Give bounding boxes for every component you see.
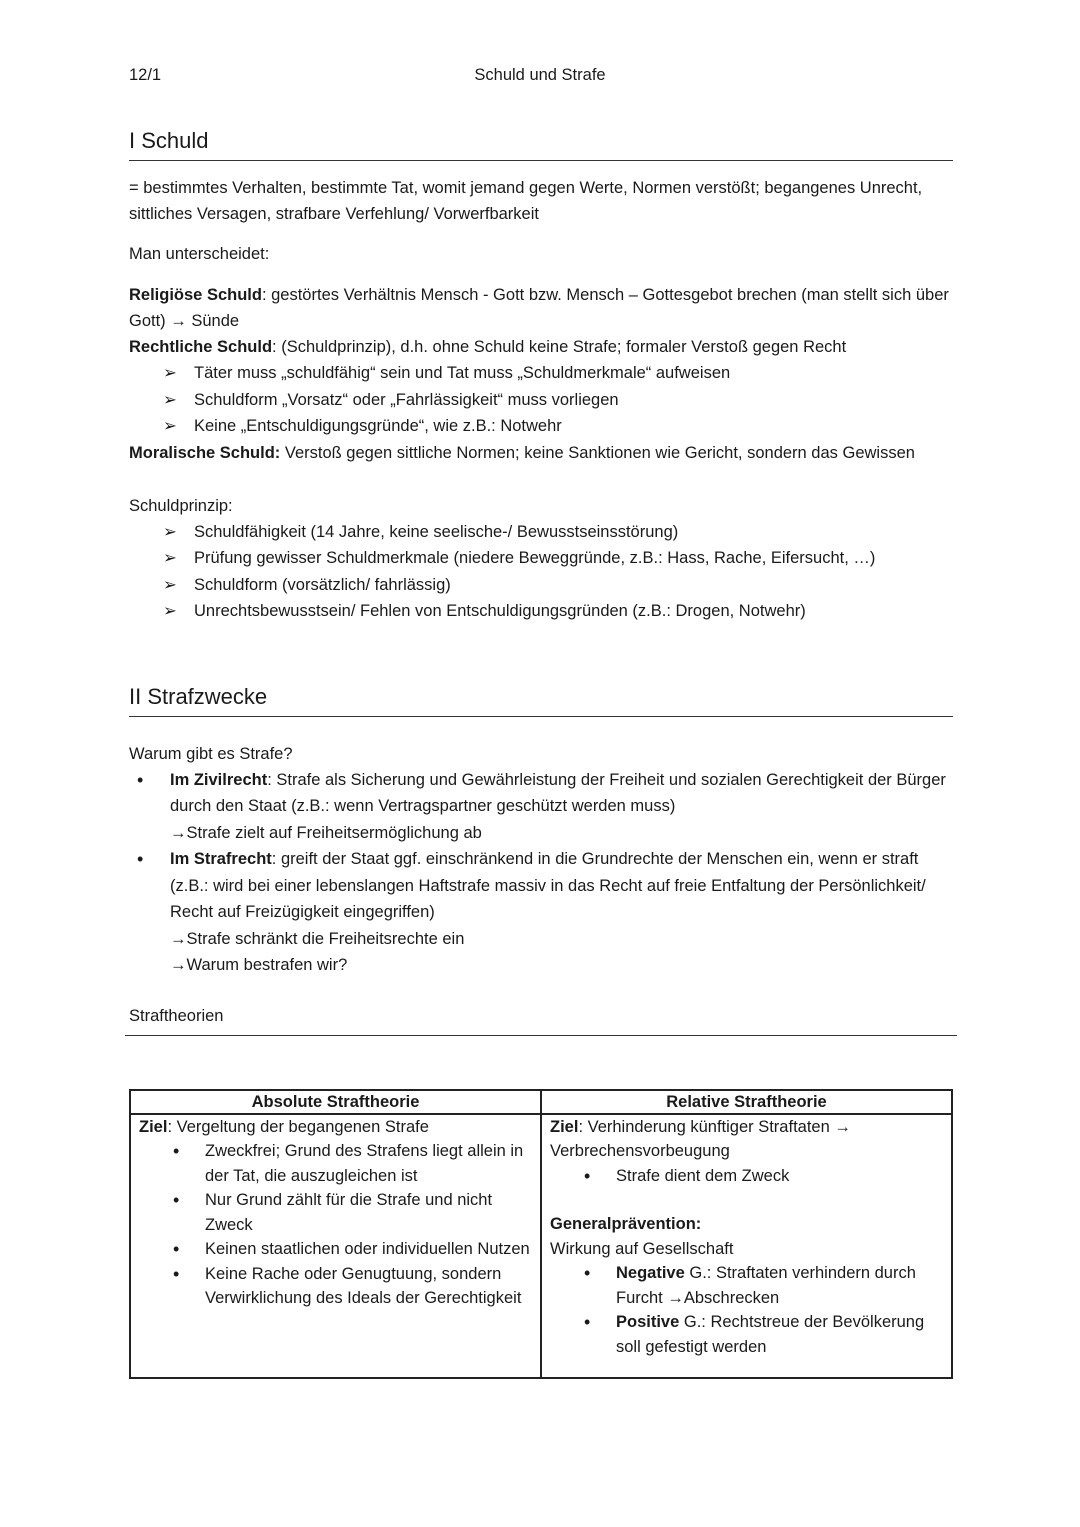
list-item: • Zweckfrei; Grund des Strafens liegt allein in der Tat, die auszugleichen ist — [139, 1139, 532, 1188]
schuld-definition: = bestimmtes Verhalten, bestimmte Tat, womit jemand gegen Werte, Normen verstößt; begangenes Unrecht, sittliches Versagen, strafbare Verfehlung/ Vorwerfbarkeit — [129, 179, 923, 223]
list-item: • Keine Rache oder Genugtuung, sondern Verwirklichung des Ideals der Gerechtigkeit — [139, 1262, 532, 1311]
theories-title: Straftheorien — [125, 1003, 957, 1036]
moral-guilt-label: Moralische Schuld: — [129, 443, 281, 462]
list-item: ➢ Schuldform „Vorsatz“ oder „Fahrlässigkeit“ muss vorliegen — [163, 387, 953, 414]
criminal-law-text: : greift der Staat ggf. einschränkend in die Grundrechte der Menschen ein, wenn er straft (z.B.: wird bei einer lebenslangen Haftstrafe massiv in das Recht auf freie Entfaltung der Persönlichkeit/ Recht auf Freizügigkeit eingegriffen) — [170, 850, 926, 921]
page-number: 12/1 — [129, 66, 162, 84]
negative-label: Negative — [616, 1264, 685, 1282]
document-title: Schuld und Strafe — [474, 66, 606, 84]
positive-text: G.: Rechtstreue der Bevölkerung soll gefestigt werden — [616, 1313, 925, 1356]
civil-law-conclusion: →Strafe zielt auf Freiheitsermöglichung ab — [170, 823, 482, 842]
criminal-law-conclusion: →Strafe schränkt die Freiheitsrechte ein — [170, 929, 465, 948]
relative-theory-cell — [541, 1114, 952, 1379]
section-heading-strafzwecke: II Strafzwecke — [129, 684, 953, 717]
distinction-intro: Man unterscheidet: — [129, 245, 270, 263]
civil-law-label: Im Zivilrecht — [170, 770, 268, 789]
strafe-question: Warum gibt es Strafe? — [129, 744, 293, 763]
list-item: ➢ Unrechtsbewusstsein/ Fehlen von Entschuldigungsgründen (z.B.: Drogen, Notwehr) — [163, 598, 953, 625]
list-item: ➢ Keine „Entschuldigungsgründe“, wie z.B.: Notwehr — [163, 413, 953, 440]
legal-guilt-text: : (Schuldprinzip), d.h. ohne Schuld keine Strafe; formaler Verstoß gegen Recht — [272, 338, 847, 356]
relative-purpose-list — [550, 1164, 943, 1189]
religious-guilt — [129, 282, 953, 334]
criminal-law-label: Im Strafrecht — [170, 850, 272, 868]
list-item: • Nur Grund zählt für die Strafe und nicht Zweck — [139, 1188, 532, 1237]
list-item — [129, 846, 953, 979]
civil-law-text: : Strafe als Sicherung und Gewährleistung der Freiheit und sozialen Gerechtigkeit der Bürger durch den Staat (z.B.: wenn Vertragspartner geschützt werden muss) — [170, 770, 946, 815]
document-content — [129, 128, 953, 1379]
absolute-goal-label: Ziel — [139, 1117, 168, 1136]
moral-guilt-text: Verstoß gegen sittliche Normen; keine Sanktionen wie Gericht, sondern das Gewissen — [280, 443, 915, 462]
general-prevention-list — [550, 1261, 943, 1359]
absolute-goal — [139, 1115, 532, 1140]
absolute-theory-cell — [130, 1114, 541, 1379]
list-item: ➢ Schuldfähigkeit (14 Jahre, keine seelische-/ Bewusstseinsstörung) — [163, 519, 953, 546]
section-heading-schuld: I Schuld — [129, 128, 953, 161]
list-item — [550, 1310, 943, 1359]
principle-list — [129, 519, 953, 625]
legal-guilt-list — [129, 360, 953, 440]
negative-text: G.: Straftaten verhindern durch Furcht →Abschrecken — [616, 1264, 916, 1307]
list-item: • Strafe dient dem Zweck — [550, 1164, 943, 1189]
legal-guilt-label: Rechtliche Schuld — [129, 338, 273, 356]
absolute-theory-header: Absolute Straftheorie — [130, 1090, 541, 1114]
general-prevention-text: Wirkung auf Gesellschaft — [550, 1239, 734, 1258]
positive-label: Positive — [616, 1313, 680, 1331]
list-item: ➢ Schuldform (vorsätzlich/ fahrlässig) — [163, 572, 953, 599]
relative-theory-header: Relative Straftheorie — [541, 1090, 952, 1114]
relative-goal-text: : Verhinderung künftiger Straftaten → Verbrechensvorbeugung — [550, 1117, 851, 1160]
absolute-list — [139, 1139, 532, 1311]
list-item: ➢ Prüfung gewisser Schuldmerkmale (niedere Beweggründe, z.B.: Hass, Rache, Eifersucht, …) — [163, 545, 953, 572]
list-item: ➢ Täter muss „schuldfähig“ sein und Tat muss „Schuldmerkmale“ aufweisen — [163, 360, 953, 387]
list-item — [129, 767, 953, 847]
moral-guilt — [129, 440, 953, 466]
theories-table — [129, 1089, 953, 1380]
law-list — [129, 767, 953, 979]
religious-guilt-label: Religiöse Schuld — [129, 286, 262, 304]
legal-guilt — [129, 334, 953, 360]
relative-goal-label: Ziel — [550, 1117, 579, 1136]
list-item: • Keinen staatlichen oder individuellen Nutzen — [139, 1237, 532, 1262]
absolute-goal-text: : Vergeltung der begangenen Strafe — [167, 1117, 429, 1136]
relative-goal — [550, 1115, 943, 1164]
principle-title: Schuldprinzip: — [129, 496, 233, 515]
criminal-law-question: →Warum bestrafen wir? — [170, 956, 348, 974]
religious-guilt-text: : gestörtes Verhältnis Mensch - Gott bzw. Mensch – Gottesgebot brechen (man stellt sich über Gott) → Sünde — [129, 286, 949, 330]
list-item — [550, 1261, 943, 1310]
general-prevention-label: Generalprävention: — [550, 1215, 702, 1233]
